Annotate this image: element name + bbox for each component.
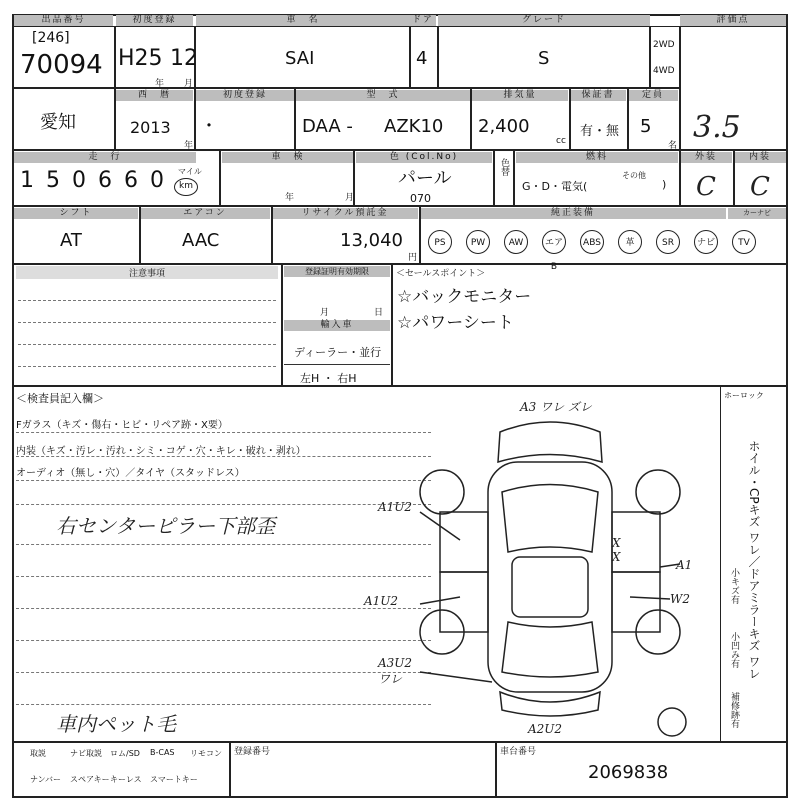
inspector-line (16, 576, 431, 577)
inspector-line (16, 544, 431, 545)
mileage-digit: 6 (124, 168, 138, 193)
option-badge: AW (504, 230, 528, 254)
sales-points-label: ＜セールスポイント＞ (396, 269, 486, 279)
option-badge: 革 (618, 230, 642, 254)
accessory-item: ロム/SD (110, 749, 140, 758)
audio-line: オーディオ（無し・穴）／タイヤ（スタッドレス） (16, 468, 245, 479)
warranty-cell (570, 88, 628, 150)
western-year-label: 西 暦 (116, 90, 193, 101)
chassis-label: 車台番号 (500, 747, 537, 757)
model-prefix: DAA - (302, 116, 353, 137)
model-code: AZK10 (384, 116, 444, 137)
inspector-line (16, 640, 431, 641)
capacity-label: 定員 (628, 90, 678, 101)
spare-wheel (658, 708, 686, 736)
accessory-item: スペアキー (70, 775, 110, 784)
color-change: 色替 (499, 158, 509, 176)
inspection-month: 月 (345, 193, 355, 203)
inspector-line (16, 504, 431, 505)
doors-label: ドア (410, 15, 436, 26)
damage-label-right-a1: A1 (676, 558, 693, 572)
car-body (488, 462, 612, 692)
inspector-line (16, 672, 431, 673)
car-rear-panel (500, 692, 600, 716)
accessory-item: リモコン (190, 749, 222, 758)
western-year: 2013 (130, 118, 171, 137)
fuel-label: 燃料 (516, 152, 678, 163)
inspector-note-1: 右センターピラー下部歪 (56, 514, 276, 538)
score: 3.5 (693, 110, 741, 145)
rear-window (502, 622, 598, 677)
damage-label-left-bottom: A3U2 ワレ (378, 656, 413, 686)
mileage-digit: 1 (20, 168, 34, 193)
leader-line (630, 597, 670, 599)
mileage-label: 走 行 (14, 152, 196, 163)
wheel-front-left (420, 470, 464, 514)
option-badge: SR (656, 230, 680, 254)
first-reg-label: 初度登録 (116, 15, 193, 26)
note-line (18, 344, 276, 345)
grade-label: グレード (438, 15, 650, 26)
roof (512, 557, 588, 617)
fuel: G・D・電気( (522, 180, 588, 193)
recycle-label: リサイクル預託金 (272, 208, 418, 219)
registration-label: 登録証明有効期限 (284, 266, 390, 277)
car-diagram (380, 392, 720, 742)
mileage-unit-top: マイル (178, 167, 202, 176)
accessory-item: 取説 (30, 749, 46, 758)
exterior-label: 外装 (680, 152, 732, 163)
ac: AAC (182, 230, 220, 251)
mileage-digit: 0 (72, 168, 86, 193)
note-line (18, 322, 276, 323)
mileage-digit: 5 (46, 168, 60, 193)
side-small-1: 小キズ有 (729, 568, 739, 604)
model-year-label: 初度登録 (196, 90, 294, 101)
first-reg-month: 12 (170, 46, 198, 71)
sales-point-2: ☆パワーシート (397, 313, 514, 333)
interior-grade: C (750, 172, 770, 202)
month-unit: 月 (184, 79, 194, 89)
drive-4wd: 4WD (653, 66, 675, 76)
inspector-line (16, 432, 431, 433)
handle: 左H ・ 右H (300, 372, 357, 385)
capacity-unit: 名 (668, 141, 678, 151)
yen-unit: 円 (408, 253, 418, 263)
inspector-line (16, 456, 431, 457)
option-badge: ABS (580, 230, 604, 254)
capacity: 5 (640, 116, 652, 137)
model-year-dot: ・ (200, 116, 218, 137)
inspector-line (16, 608, 431, 609)
option-badge: ナビ (694, 230, 718, 254)
damage-label-left-lower: A1U2 (364, 594, 399, 608)
mileage-digit: 0 (150, 168, 164, 193)
wheel-front-right (636, 470, 680, 514)
accessory-item: スマートキー (150, 775, 198, 784)
glass-line: Fガラス（キズ・傷右・ヒビ・リペア跡・X要） (16, 420, 228, 431)
western-year-unit: 年 (184, 141, 194, 151)
car-nav-label: カーナビ (728, 208, 786, 219)
color-label: 色 (Col.No) (356, 152, 492, 163)
notes-cell (12, 264, 282, 386)
interior-line: 内装（キズ・汚レ・汚れ・シミ・コゲ・穴・キレ・破れ・剥れ） (16, 446, 306, 457)
import-label: 輸入車 (284, 320, 390, 331)
warranty-label: 保証書 (570, 90, 626, 101)
option-badge: TV (732, 230, 756, 254)
damage-label-left-upper: A1U2 (378, 500, 413, 514)
option-badge: PW (466, 230, 490, 254)
damage-label-right-w2: W2 (670, 592, 690, 606)
inspector-line (16, 480, 431, 481)
reg-day: 日 (374, 308, 384, 318)
lot-number: 70094 (20, 50, 103, 80)
drive-2wd: 2WD (653, 40, 675, 50)
cc-unit: cc (556, 136, 566, 146)
inspector-line (16, 704, 431, 705)
side-label: ホーロック (724, 391, 764, 400)
option-badge: エアB (542, 230, 566, 254)
displacement: 2,400 (478, 116, 530, 137)
grade: S (538, 48, 550, 69)
car-name: SAI (285, 48, 315, 69)
side-small-3: 補修跡有 (729, 692, 739, 728)
interior-label: 内装 (734, 152, 786, 163)
side-text: ホイル・CPキズ ワレ／ドアミラーキズ ワレ (747, 440, 761, 680)
right-rear-door (612, 572, 660, 632)
inspection-year: 年 (285, 193, 295, 203)
first-reg-year: H25 (118, 46, 163, 71)
note-line (18, 300, 276, 301)
score-label: 評価点 (680, 15, 786, 26)
warranty: 有・無 (580, 124, 620, 139)
left-front-door (440, 512, 488, 572)
doors: 4 (416, 48, 428, 69)
color-code: 070 (410, 192, 431, 205)
reg-month: 月 (320, 308, 330, 318)
accessory-item: B-CAS (150, 748, 175, 757)
lot-label: 出品番号 (14, 15, 113, 26)
shift: AT (60, 230, 82, 251)
inspection-label: 車 検 (222, 152, 354, 163)
reg-number-label: 登録番号 (234, 747, 271, 757)
import-type: ディーラー・並行 (294, 346, 382, 359)
damage-label-right-x: X X (612, 536, 621, 564)
color: パール (398, 168, 452, 189)
mileage-unit: km (174, 178, 198, 196)
drive-cell (650, 26, 680, 88)
year-unit: 年 (155, 79, 165, 89)
accessory-item: ナビ取説 (70, 749, 102, 758)
accessory-item: ナンバー (30, 775, 62, 784)
car-front-panel (498, 422, 602, 462)
option-badge: PS (428, 230, 452, 254)
fuel-close: ) (662, 178, 667, 191)
auction-code: [246] (32, 30, 70, 46)
left-rear-door (440, 572, 488, 632)
accessory-item: キーレス (110, 775, 142, 784)
exterior-grade: C (696, 172, 716, 202)
side-small-2: 小凹み有 (729, 632, 739, 668)
katashiki-label: 型 式 (296, 90, 470, 101)
handle-divider (284, 364, 390, 365)
ac-label: エアコン (140, 208, 270, 219)
damage-label-bottom: A2U2 (528, 722, 563, 736)
inspector-title: ＜検査員記入欄＞ (16, 392, 104, 405)
shift-label: シフト (14, 208, 138, 219)
sales-point-1: ☆バックモニター (397, 287, 532, 307)
leader-line (420, 672, 492, 682)
note-line (18, 366, 276, 367)
location: 愛知 (40, 112, 76, 133)
inspector-note-2: 車内ペット毛 (56, 712, 176, 736)
equip-label: 純正装備 (420, 208, 726, 219)
notes-label: 注意事項 (16, 266, 278, 279)
car-name-label: 車 名 (196, 15, 410, 26)
damage-label-top: A3 ワレ ズレ (520, 400, 592, 414)
recycle-fee: 13,040 (340, 230, 403, 251)
displacement-label: 排気量 (472, 90, 568, 101)
windshield (502, 485, 598, 553)
chassis-number: 2069838 (588, 762, 669, 783)
fuel-other: その他 (622, 171, 646, 180)
mileage-digit: 6 (98, 168, 112, 193)
